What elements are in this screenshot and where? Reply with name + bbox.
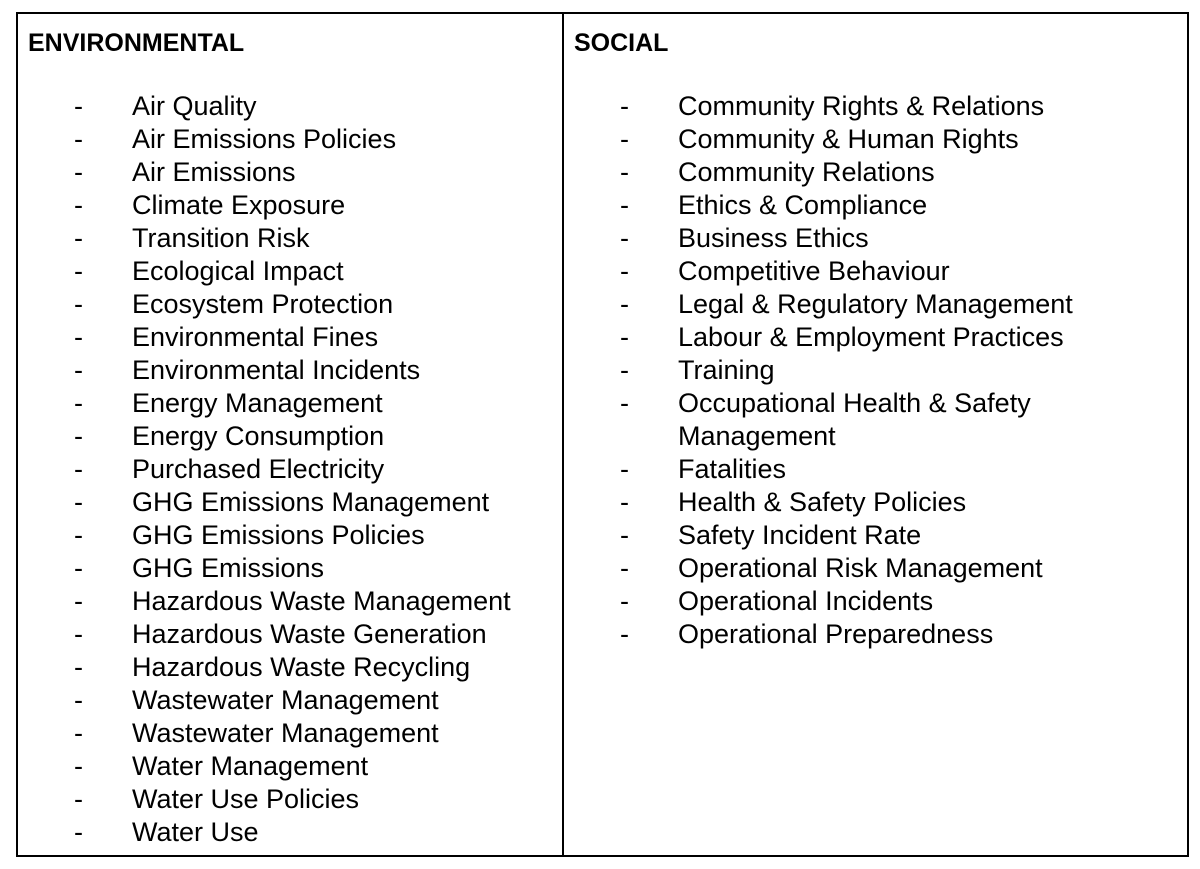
bullet-dash: - — [620, 355, 629, 385]
bullet-dash: - — [74, 190, 83, 220]
social-item-label: Training — [678, 355, 775, 385]
social-item-label: Labour & Employment Practices — [678, 322, 1064, 352]
environmental-list-item — [28, 453, 562, 486]
bullet-dash: - — [74, 652, 83, 682]
bullet-dash: - — [74, 388, 83, 418]
bullet-dash: - — [74, 124, 83, 154]
bullet-dash: - — [620, 190, 629, 220]
environmental-item-label: Ecological Impact — [132, 256, 344, 286]
environmental-item-label: Purchased Electricity — [132, 454, 385, 484]
environmental-item-label: Environmental Fines — [132, 322, 379, 352]
bullet-dash: - — [74, 454, 83, 484]
environmental-item-label: Wastewater Management — [132, 718, 439, 748]
bullet-dash: - — [74, 751, 83, 781]
environmental-item-label: Hazardous Waste Generation — [132, 619, 487, 649]
social-item-label: Community Rights & Relations — [678, 91, 1045, 121]
social-list-item — [574, 486, 1187, 519]
environmental-list-item — [28, 651, 562, 684]
environmental-item-label: Wastewater Management — [132, 685, 439, 715]
social-list-item — [574, 288, 1187, 321]
social-item-label: Legal & Regulatory Management — [678, 289, 1073, 319]
social-list-item — [574, 618, 1187, 651]
environmental-item-label: Climate Exposure — [132, 190, 346, 220]
bullet-dash: - — [620, 256, 629, 286]
environmental-item-label: Water Use — [132, 817, 259, 847]
bullet-dash: - — [620, 289, 629, 319]
environmental-list-item — [28, 255, 562, 288]
environmental-list-item — [28, 552, 562, 585]
bullet-dash: - — [74, 223, 83, 253]
bullet-dash: - — [620, 586, 629, 616]
social-list-item — [574, 255, 1187, 288]
bullet-dash: - — [74, 322, 83, 352]
environmental-list — [28, 90, 562, 849]
social-list-item — [574, 585, 1187, 618]
bullet-dash: - — [620, 454, 629, 484]
social-item-label: Community & Human Rights — [678, 124, 1019, 154]
bullet-dash: - — [74, 784, 83, 814]
bullet-dash: - — [74, 817, 83, 847]
bullet-dash: - — [74, 157, 83, 187]
environmental-list-item — [28, 519, 562, 552]
environmental-item-label: GHG Emissions Policies — [132, 520, 425, 550]
bullet-dash: - — [620, 124, 629, 154]
social-list-item — [574, 123, 1187, 156]
environmental-list-item — [28, 321, 562, 354]
social-item-label: Fatalities — [678, 454, 787, 484]
bullet-dash: - — [74, 91, 83, 121]
social-item-label: Business Ethics — [678, 223, 869, 253]
environmental-item-label: Air Quality — [132, 91, 257, 121]
bullet-dash: - — [620, 91, 629, 121]
environmental-list-item — [28, 486, 562, 519]
social-header: SOCIAL — [574, 29, 669, 57]
social-list-item — [574, 387, 1187, 453]
social-item-label: Competitive Behaviour — [678, 256, 950, 286]
environmental-item-label: GHG Emissions — [132, 553, 325, 583]
bullet-dash: - — [74, 553, 83, 583]
bullet-dash: - — [74, 421, 83, 451]
esg-categories-table — [16, 12, 1189, 857]
bullet-dash: - — [74, 520, 83, 550]
social-list-item — [574, 321, 1187, 354]
environmental-list-item — [28, 585, 562, 618]
bullet-dash: - — [74, 586, 83, 616]
bullet-dash: - — [620, 322, 629, 352]
bullet-dash: - — [620, 487, 629, 517]
bullet-dash: - — [74, 487, 83, 517]
bullet-dash: - — [74, 718, 83, 748]
bullet-dash: - — [620, 553, 629, 583]
social-item-label: Occupational Health & Safety Management — [678, 388, 1031, 451]
environmental-list-item — [28, 387, 562, 420]
environmental-list-item — [28, 354, 562, 387]
bullet-dash: - — [620, 520, 629, 550]
environmental-item-label: Air Emissions Policies — [132, 124, 397, 154]
environmental-list-item — [28, 90, 562, 123]
social-item-label: Community Relations — [678, 157, 935, 187]
environmental-list-item — [28, 783, 562, 816]
social-list-item — [574, 189, 1187, 222]
environmental-item-label: Energy Management — [132, 388, 383, 418]
social-list — [574, 90, 1187, 651]
social-list-item — [574, 222, 1187, 255]
bullet-dash: - — [74, 355, 83, 385]
environmental-list-item — [28, 222, 562, 255]
bullet-dash: - — [74, 685, 83, 715]
bullet-dash: - — [74, 619, 83, 649]
social-item-label: Safety Incident Rate — [678, 520, 922, 550]
environmental-item-label: Hazardous Waste Recycling — [132, 652, 471, 682]
environmental-list-item — [28, 750, 562, 783]
environmental-item-label: Ecosystem Protection — [132, 289, 394, 319]
environmental-item-label: Water Management — [132, 751, 369, 781]
social-item-label: Health & Safety Policies — [678, 487, 967, 517]
social-item-label: Operational Risk Management — [678, 553, 1043, 583]
environmental-header: ENVIRONMENTAL — [28, 29, 245, 57]
environmental-list-item — [28, 123, 562, 156]
environmental-item-label: Transition Risk — [132, 223, 310, 253]
environmental-item-label: Water Use Policies — [132, 784, 360, 814]
social-column — [564, 14, 1187, 855]
social-item-label: Ethics & Compliance — [678, 190, 928, 220]
social-list-item — [574, 354, 1187, 387]
bullet-dash: - — [620, 223, 629, 253]
bullet-dash: - — [620, 388, 629, 418]
social-list-item — [574, 519, 1187, 552]
environmental-list-item — [28, 420, 562, 453]
environmental-list-item — [28, 816, 562, 849]
environmental-list-item — [28, 717, 562, 750]
social-list-item — [574, 453, 1187, 486]
environmental-item-label: Hazardous Waste Management — [132, 586, 511, 616]
environmental-list-item — [28, 189, 562, 222]
social-list-item — [574, 552, 1187, 585]
environmental-list-item — [28, 618, 562, 651]
environmental-item-label: GHG Emissions Management — [132, 487, 490, 517]
social-list-item — [574, 156, 1187, 189]
environmental-column — [18, 14, 564, 855]
bullet-dash: - — [74, 289, 83, 319]
environmental-item-label: Environmental Incidents — [132, 355, 421, 385]
environmental-list-item — [28, 156, 562, 189]
environmental-list-item — [28, 684, 562, 717]
environmental-item-label: Energy Consumption — [132, 421, 385, 451]
social-item-label: Operational Incidents — [678, 586, 934, 616]
environmental-item-label: Air Emissions — [132, 157, 296, 187]
social-list-item — [574, 90, 1187, 123]
social-item-label: Operational Preparedness — [678, 619, 994, 649]
bullet-dash: - — [74, 256, 83, 286]
environmental-list-item — [28, 288, 562, 321]
bullet-dash: - — [620, 157, 629, 187]
bullet-dash: - — [620, 619, 629, 649]
